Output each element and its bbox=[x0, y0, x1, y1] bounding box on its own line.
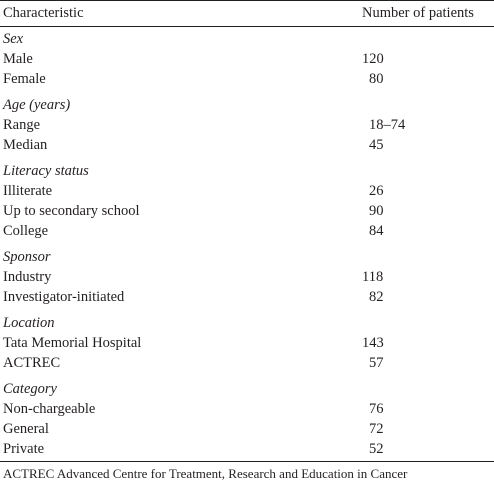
group-title-literacy: Literacy status bbox=[3, 163, 89, 179]
table-row bbox=[0, 353, 494, 373]
group-title-row bbox=[0, 161, 494, 181]
row-value: 84 bbox=[369, 223, 384, 239]
row-value: 18–74 bbox=[369, 117, 406, 133]
row-label: Range bbox=[3, 117, 41, 133]
header-bottom-rule bbox=[0, 26, 494, 27]
row-value: 80 bbox=[369, 71, 384, 87]
row-value: 45 bbox=[369, 137, 384, 153]
group-title-sex: Sex bbox=[3, 31, 24, 47]
row-label: Investigator-initiated bbox=[3, 289, 125, 305]
table-row bbox=[0, 399, 494, 419]
row-label: General bbox=[3, 421, 49, 437]
table-row bbox=[0, 201, 494, 221]
group-title-row bbox=[0, 95, 494, 115]
row-value: 57 bbox=[369, 355, 384, 371]
table-row bbox=[0, 267, 494, 287]
group-title-row bbox=[0, 313, 494, 333]
row-value: 90 bbox=[369, 203, 384, 219]
row-label: Female bbox=[3, 71, 46, 87]
table-row bbox=[0, 49, 494, 69]
row-value: 118 bbox=[362, 269, 384, 285]
row-value: 52 bbox=[369, 441, 384, 457]
group-title-row bbox=[0, 379, 494, 399]
row-value: 120 bbox=[362, 51, 384, 67]
table-top-rule bbox=[0, 0, 494, 1]
row-label: Private bbox=[3, 441, 45, 457]
group-title-age: Age (years) bbox=[3, 97, 71, 113]
row-value: 26 bbox=[369, 183, 384, 199]
row-label: Illiterate bbox=[3, 183, 53, 199]
header-characteristic: Characteristic bbox=[3, 5, 84, 21]
row-label: Non-chargeable bbox=[3, 401, 96, 417]
row-value: 82 bbox=[369, 289, 384, 305]
table-row bbox=[0, 439, 494, 459]
table-footnote: ACTREC Advanced Centre for Treatment, Research and Education in Cancer bbox=[3, 466, 408, 481]
group-title-sponsor: Sponsor bbox=[3, 249, 51, 265]
table-row bbox=[0, 135, 494, 155]
group-title-category: Category bbox=[3, 381, 57, 397]
table-row bbox=[0, 287, 494, 307]
group-title-row bbox=[0, 247, 494, 267]
table-row bbox=[0, 181, 494, 201]
row-value: 72 bbox=[369, 421, 384, 437]
row-label: ACTREC bbox=[3, 355, 61, 371]
table-row bbox=[0, 221, 494, 241]
table-row bbox=[0, 333, 494, 353]
table-header-row bbox=[0, 3, 494, 23]
row-label: Median bbox=[3, 137, 48, 153]
group-title-row bbox=[0, 29, 494, 49]
row-value: 143 bbox=[362, 335, 384, 351]
row-label: Male bbox=[3, 51, 33, 67]
header-number-of-patients: Number of patients bbox=[362, 5, 474, 21]
row-value: 76 bbox=[369, 401, 384, 417]
group-title-location: Location bbox=[3, 315, 55, 331]
row-label: College bbox=[3, 223, 49, 239]
table-row bbox=[0, 69, 494, 89]
row-label: Tata Memorial Hospital bbox=[3, 335, 142, 351]
row-label: Industry bbox=[3, 269, 52, 285]
table-row bbox=[0, 419, 494, 439]
table-row bbox=[0, 115, 494, 135]
table-bottom-rule bbox=[0, 461, 494, 462]
row-label: Up to secondary school bbox=[3, 203, 140, 219]
